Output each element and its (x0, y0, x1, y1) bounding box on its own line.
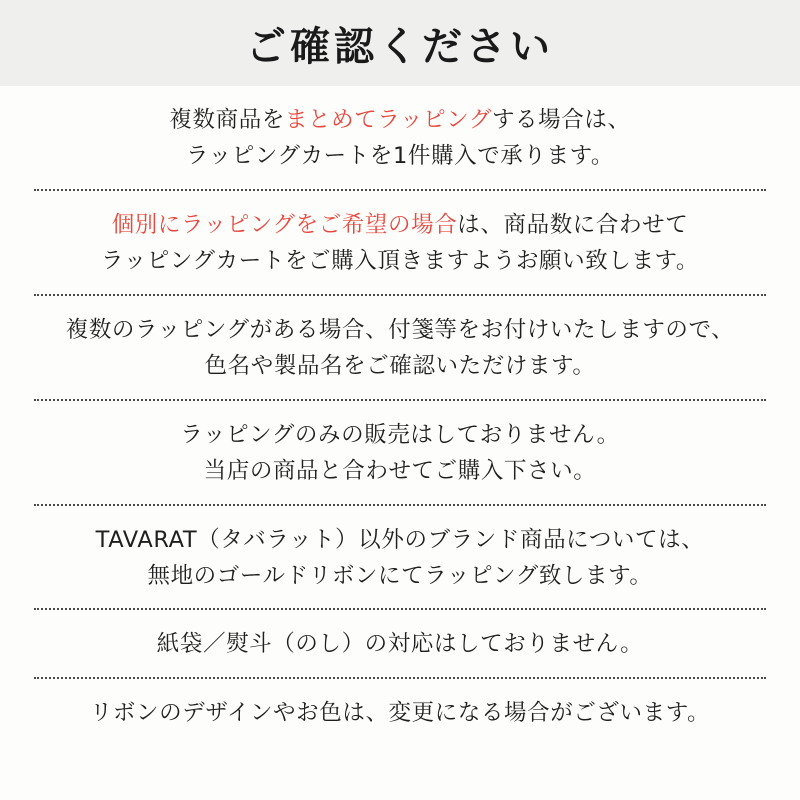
note-text: 紙袋／熨斗（のし）の対応はしておりません。 (156, 631, 644, 658)
note-ribbon-design-change (34, 679, 766, 745)
note-text: は、商品数に合わせて (457, 211, 689, 238)
note-bulk-wrapping (34, 86, 766, 191)
note-no-paper-bag-noshi (34, 610, 766, 678)
page-header (0, 0, 800, 86)
note-individual-wrapping (34, 191, 766, 296)
page-title: ご確認ください (246, 23, 554, 70)
note-text: する場合は、 (491, 107, 631, 133)
note-text: ラッピングカートを1件購入で承ります。 (185, 143, 615, 170)
note-text: 無地のゴールドリボンにてラッピング致します。 (147, 562, 653, 589)
note-text: ラッピングカートをご購入頂きますようお願い致します。 (101, 248, 699, 275)
note-text: リボンのデザインやお色は、変更になる場合がございます。 (89, 699, 711, 726)
note-line (34, 695, 766, 731)
note-multiple-wrapping-tags (34, 296, 766, 401)
notes-list (0, 86, 800, 745)
note-text: ラッピングのみの販売はしておりません。 (180, 421, 620, 448)
note-line (34, 522, 766, 558)
note-line (34, 138, 766, 174)
note-text-highlight: 個別にラッピングをご希望の場合 (111, 211, 458, 238)
note-other-brands (34, 506, 766, 611)
note-text: 当店の商品と合わせてご購入下さい。 (203, 458, 597, 485)
note-line (34, 417, 766, 453)
note-text: 複数商品を (169, 107, 285, 133)
note-line (34, 102, 766, 138)
note-line (34, 348, 766, 384)
note-text-highlight: まとめてラッピング (284, 107, 492, 133)
note-text: TAVARAT（タバラット）以外のブランド商品については、 (95, 526, 705, 553)
note-text: 色名や製品名をご確認いただけます。 (204, 353, 596, 380)
note-line (34, 312, 766, 348)
note-wrapping-only-not-sold (34, 401, 766, 506)
note-line (34, 207, 766, 243)
note-line (34, 626, 766, 662)
note-line (34, 558, 766, 594)
note-line (34, 243, 766, 279)
note-line (34, 453, 766, 489)
note-text: 複数のラッピングがある場合、付箋等をお付けいたしますので、 (65, 316, 735, 343)
